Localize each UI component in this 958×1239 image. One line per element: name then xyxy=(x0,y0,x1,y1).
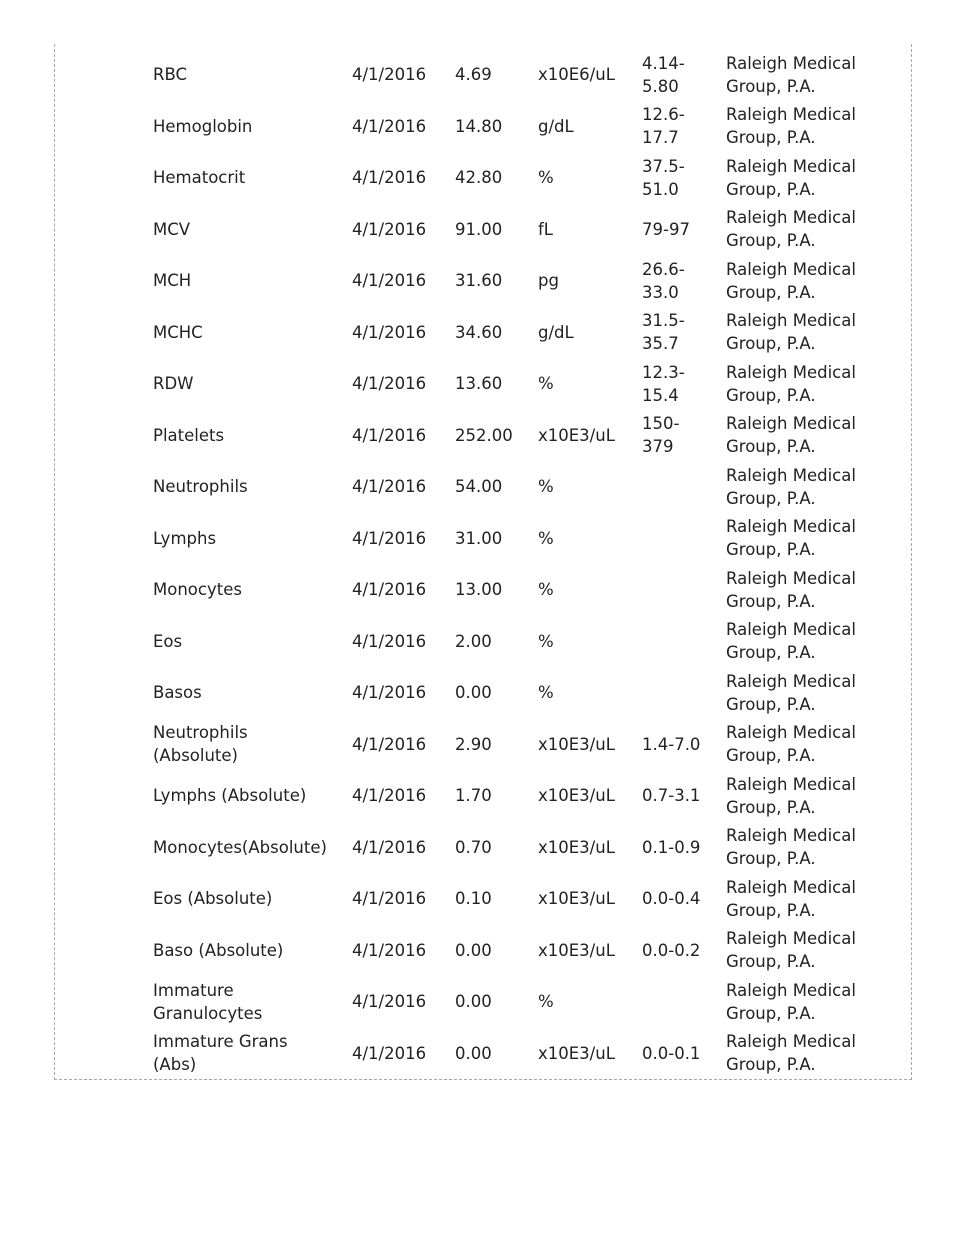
result-date-cell: 4/1/2016 xyxy=(352,992,427,1012)
result-value-cell: 2.00 xyxy=(455,631,492,651)
test-name-cell: Baso (Absolute) xyxy=(153,940,284,960)
performing-lab-cell: Raleigh Medical Group, P.A. xyxy=(726,362,856,405)
test-name-cell: Immature Granulocytes xyxy=(153,980,263,1023)
result-units-cell: fL xyxy=(538,219,554,239)
table-row xyxy=(145,255,865,307)
result-units-cell: % xyxy=(538,374,554,394)
test-name-cell: Neutrophils xyxy=(153,477,248,497)
result-value-cell: 14.80 xyxy=(455,116,503,136)
test-name-cell: Hemoglobin xyxy=(153,116,253,136)
table-row xyxy=(145,513,865,565)
result-date-cell: 4/1/2016 xyxy=(352,374,427,394)
performing-lab-cell: Raleigh Medical Group, P.A. xyxy=(726,980,856,1023)
result-units-cell: g/dL xyxy=(538,116,574,136)
performing-lab-cell: Raleigh Medical Group, P.A. xyxy=(726,208,856,251)
test-name-cell: Basos xyxy=(153,683,202,703)
performing-lab-cell: Raleigh Medical Group, P.A. xyxy=(726,517,856,560)
result-units-cell: x10E3/uL xyxy=(538,889,615,909)
table-row xyxy=(145,925,865,977)
result-date-cell: 4/1/2016 xyxy=(352,425,427,445)
result-units-cell: % xyxy=(538,631,554,651)
reference-range-cell: 4.14- 5.80 xyxy=(642,53,685,96)
result-value-cell: 252.00 xyxy=(455,425,513,445)
result-date-cell: 4/1/2016 xyxy=(352,940,427,960)
performing-lab-cell: Raleigh Medical Group, P.A. xyxy=(726,105,856,148)
result-date-cell: 4/1/2016 xyxy=(352,322,427,342)
performing-lab-cell: Raleigh Medical Group, P.A. xyxy=(726,1032,856,1075)
result-units-cell: x10E3/uL xyxy=(538,940,615,960)
table-row xyxy=(145,616,865,668)
result-value-cell: 0.00 xyxy=(455,992,492,1012)
table-row xyxy=(145,410,865,462)
performing-lab-cell: Raleigh Medical Group, P.A. xyxy=(726,568,856,611)
result-value-cell: 4.69 xyxy=(455,65,492,85)
reference-range-cell: 0.7-3.1 xyxy=(642,786,701,806)
table-row xyxy=(145,873,865,925)
table-row xyxy=(145,307,865,359)
result-value-cell: 1.70 xyxy=(455,786,492,806)
result-units-cell: % xyxy=(538,528,554,548)
result-date-cell: 4/1/2016 xyxy=(352,219,427,239)
performing-lab-cell: Raleigh Medical Group, P.A. xyxy=(726,311,856,354)
table-row xyxy=(145,101,865,153)
result-value-cell: 54.00 xyxy=(455,477,503,497)
performing-lab-cell: Raleigh Medical Group, P.A. xyxy=(726,414,856,457)
reference-range-cell: 79-97 xyxy=(642,219,690,239)
test-name-cell: Lymphs xyxy=(153,528,217,548)
test-name-cell: Lymphs (Absolute) xyxy=(153,786,307,806)
test-name-cell: Immature Grans (Abs) xyxy=(153,1032,288,1075)
performing-lab-cell: Raleigh Medical Group, P.A. xyxy=(726,156,856,199)
performing-lab-cell: Raleigh Medical Group, P.A. xyxy=(726,929,856,972)
performing-lab-cell: Raleigh Medical Group, P.A. xyxy=(726,671,856,714)
reference-range-cell: 12.6- 17.7 xyxy=(642,105,685,148)
lab-results-table xyxy=(145,49,865,1079)
result-date-cell: 4/1/2016 xyxy=(352,1043,427,1063)
result-date-cell: 4/1/2016 xyxy=(352,168,427,188)
result-units-cell: x10E3/uL xyxy=(538,425,615,445)
reference-range-cell: 31.5- 35.7 xyxy=(642,311,685,354)
reference-range-cell xyxy=(634,564,718,616)
result-value-cell: 2.90 xyxy=(455,734,492,754)
test-name-cell: Eos (Absolute) xyxy=(153,889,273,909)
result-units-cell: g/dL xyxy=(538,322,574,342)
result-date-cell: 4/1/2016 xyxy=(352,683,427,703)
test-name-cell: Hematocrit xyxy=(153,168,246,188)
result-date-cell: 4/1/2016 xyxy=(352,65,427,85)
reference-range-cell: 0.0-0.2 xyxy=(642,940,701,960)
table-row xyxy=(145,822,865,874)
table-row xyxy=(145,976,865,1028)
result-units-cell: % xyxy=(538,992,554,1012)
reference-range-cell: 1.4-7.0 xyxy=(642,734,701,754)
test-name-cell: RDW xyxy=(153,374,194,394)
test-name-cell: Eos xyxy=(153,631,183,651)
result-value-cell: 0.10 xyxy=(455,889,492,909)
result-units-cell: % xyxy=(538,580,554,600)
test-name-cell: MCH xyxy=(153,271,192,291)
result-value-cell: 31.60 xyxy=(455,271,503,291)
reference-range-cell xyxy=(634,976,718,1028)
table-row xyxy=(145,1028,865,1080)
reference-range-cell xyxy=(634,616,718,668)
reference-range-cell: 0.1-0.9 xyxy=(642,837,701,857)
table-row xyxy=(145,770,865,822)
result-units-cell: x10E3/uL xyxy=(538,1043,615,1063)
lab-results-body xyxy=(145,49,865,1079)
result-date-cell: 4/1/2016 xyxy=(352,477,427,497)
table-row xyxy=(145,461,865,513)
performing-lab-cell: Raleigh Medical Group, P.A. xyxy=(726,259,856,302)
result-date-cell: 4/1/2016 xyxy=(352,786,427,806)
table-row xyxy=(145,358,865,410)
result-date-cell: 4/1/2016 xyxy=(352,528,427,548)
result-date-cell: 4/1/2016 xyxy=(352,116,427,136)
performing-lab-cell: Raleigh Medical Group, P.A. xyxy=(726,826,856,869)
reference-range-cell: 37.5- 51.0 xyxy=(642,156,685,199)
result-value-cell: 0.00 xyxy=(455,940,492,960)
performing-lab-cell: Raleigh Medical Group, P.A. xyxy=(726,465,856,508)
reference-range-cell: 0.0-0.4 xyxy=(642,889,701,909)
performing-lab-cell: Raleigh Medical Group, P.A. xyxy=(726,53,856,96)
result-date-cell: 4/1/2016 xyxy=(352,889,427,909)
result-units-cell: x10E3/uL xyxy=(538,734,615,754)
result-value-cell: 31.00 xyxy=(455,528,503,548)
result-date-cell: 4/1/2016 xyxy=(352,734,427,754)
result-value-cell: 42.80 xyxy=(455,168,503,188)
result-value-cell: 91.00 xyxy=(455,219,503,239)
test-name-cell: Platelets xyxy=(153,425,225,445)
table-row xyxy=(145,49,865,101)
result-units-cell: x10E3/uL xyxy=(538,786,615,806)
table-row xyxy=(145,564,865,616)
reference-range-cell xyxy=(634,461,718,513)
result-units-cell: x10E3/uL xyxy=(538,837,615,857)
result-units-cell: x10E6/uL xyxy=(538,65,615,85)
performing-lab-cell: Raleigh Medical Group, P.A. xyxy=(726,620,856,663)
result-value-cell: 0.00 xyxy=(455,683,492,703)
test-name-cell: Monocytes xyxy=(153,580,242,600)
test-name-cell: MCHC xyxy=(153,322,203,342)
reference-range-cell xyxy=(634,513,718,565)
table-row xyxy=(145,204,865,256)
reference-range-cell: 0.0-0.1 xyxy=(642,1043,701,1063)
result-date-cell: 4/1/2016 xyxy=(352,837,427,857)
result-value-cell: 13.00 xyxy=(455,580,503,600)
result-value-cell: 0.00 xyxy=(455,1043,492,1063)
result-value-cell: 0.70 xyxy=(455,837,492,857)
reference-range-cell: 12.3- 15.4 xyxy=(642,362,685,405)
result-date-cell: 4/1/2016 xyxy=(352,580,427,600)
result-date-cell: 4/1/2016 xyxy=(352,271,427,291)
reference-range-cell xyxy=(634,667,718,719)
table-row xyxy=(145,667,865,719)
result-units-cell: % xyxy=(538,683,554,703)
result-units-cell: pg xyxy=(538,271,559,291)
test-name-cell: Neutrophils (Absolute) xyxy=(153,723,248,766)
reference-range-cell: 150- 379 xyxy=(642,414,680,457)
performing-lab-cell: Raleigh Medical Group, P.A. xyxy=(726,723,856,766)
result-units-cell: % xyxy=(538,477,554,497)
result-value-cell: 34.60 xyxy=(455,322,503,342)
test-name-cell: RBC xyxy=(153,65,188,85)
reference-range-cell: 26.6- 33.0 xyxy=(642,259,685,302)
performing-lab-cell: Raleigh Medical Group, P.A. xyxy=(726,774,856,817)
table-row xyxy=(145,719,865,771)
test-name-cell: MCV xyxy=(153,219,191,239)
result-value-cell: 13.60 xyxy=(455,374,503,394)
test-name-cell: Monocytes(Absolute) xyxy=(153,837,327,857)
result-units-cell: % xyxy=(538,168,554,188)
result-date-cell: 4/1/2016 xyxy=(352,631,427,651)
table-row xyxy=(145,152,865,204)
performing-lab-cell: Raleigh Medical Group, P.A. xyxy=(726,877,856,920)
